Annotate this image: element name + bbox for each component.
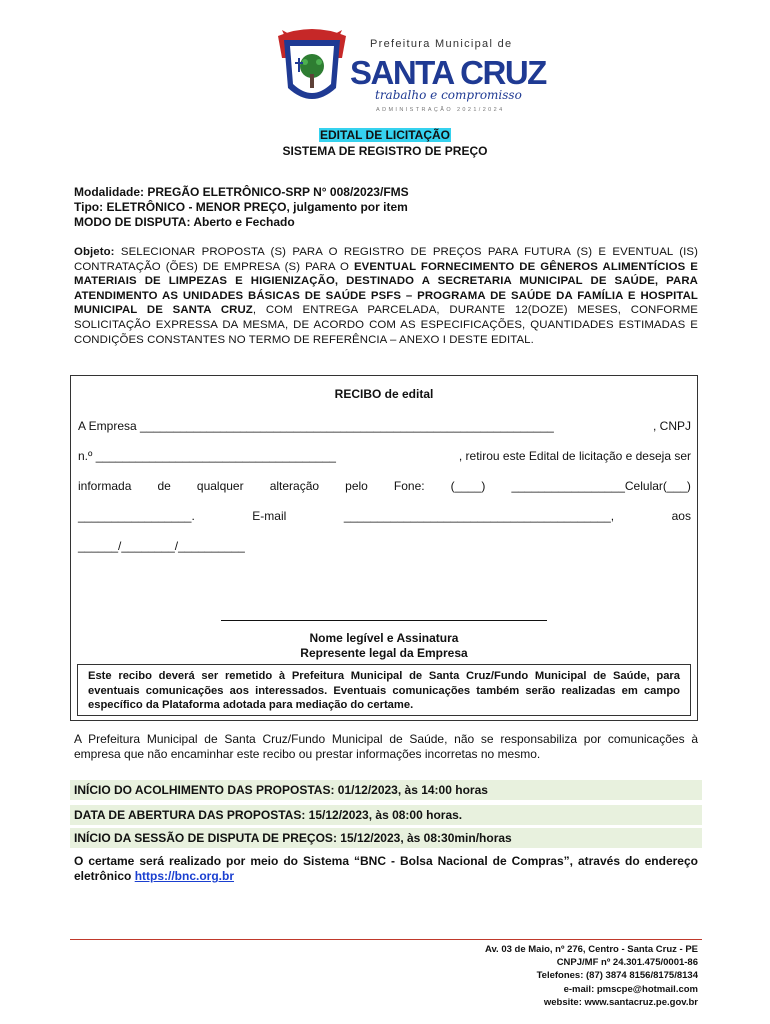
cnpj-label: , CNPJ (652, 419, 691, 433)
recibo-title: RECIBO de edital (334, 387, 434, 401)
objeto-text-1: SELECIONAR PROPOSTA (S) PARA O REGISTRO DE PREÇOS PARA FUTURA (S) E EVENTUAL (IS) CONTRATAÇÃO (ÕES) DE EMPRESA (S) PARA O (74, 246, 698, 273)
field-blank: _________________. (78, 509, 195, 523)
recibo-notice (77, 664, 691, 716)
date-value: : 01/12/2023, às 14:00 horas (330, 783, 488, 797)
aos-label: aos (671, 509, 691, 523)
date-row-acolhimento (70, 780, 702, 800)
footer-phones: Telefones: (87) 3874 8156/8175/8134 (536, 970, 698, 982)
footer-email: e-mail: pmscpe@hotmail.com (563, 983, 698, 995)
footer-address-block (485, 943, 698, 1009)
email-field: ________________________________________, (343, 509, 615, 523)
objeto-paragraph (74, 245, 698, 347)
date-label: INÍCIO DA SESSÃO DE DISPUTA DE PREÇOS (74, 831, 333, 845)
recibo-notice-text: Este recibo deverá ser remetido à Prefeitura Municipal de Santa Cruz/Fundo Municipal de Saúde, para eventuais comunicações aos interessados. Eventuais comunicações também serão realizadas em campo específico da Plataforma adotada para mediação do certame. (88, 670, 680, 712)
modo-disputa-line: MODO DE DISPUTA: Aberto e Fechado (74, 215, 295, 229)
date-row-abertura (70, 805, 702, 825)
objeto-bold-text: EVENTUAL FORNECIMENTO DE GÊNEROS ALIMENTÍCIOS E MATERIAIS DE LIMPEZAS E HIGIENIZAÇÃO, DESTINADO A SECRETARIA MUNICIPAL DE SAÚDE, PARA ATENDIMENTO AS UNIDADES BÁSICAS DE SAÚDE PSFS – PROGRAMA DE SAÚDE DA FAMÍLIA E HOSPITAL MUNICIPAL DE SANTA CRUZ (74, 260, 698, 317)
word: de (157, 479, 171, 493)
celular-field: _________________Celular(___) (511, 479, 691, 493)
disclaimer-paragraph: A Prefeitura Municipal de Santa Cruz/Fundo Municipal de Saúde, não se responsabiliza por comunicações à empresa que não encaminhar este recibo ou prestar informações incorretas no mesmo. (74, 732, 698, 761)
date-label: INÍCIO DO ACOLHIMENTO DAS PROPOSTAS (74, 783, 331, 797)
administration-label: ADMINISTRAÇÃO 2021/2024 (376, 107, 505, 113)
word: qualquer (196, 479, 244, 493)
date-field: ______/________/__________ (78, 539, 245, 553)
footer-cnpj: CNPJ/MF nº 24.301.475/0001-86 (556, 957, 698, 969)
platform-text: O certame será realizado por meio do Sistema “BNC - Bolsa Nacional de Compras”, através do endereço eletrônico (74, 854, 698, 883)
sistema-title: SISTEMA DE REGISTRO DE PREÇO (282, 144, 488, 158)
tipo-line: Tipo: ELETRÔNICO - MENOR PREÇO, julgamento por item (74, 200, 408, 214)
retirou-text: , retirou este Edital de licitação e deseja ser (458, 449, 691, 463)
edital-title (0, 128, 770, 142)
recibo-box (70, 375, 698, 721)
fone-label: Fone: (393, 479, 425, 493)
word: informada (78, 479, 132, 493)
signature-rep-label: Represente legal da Empresa (300, 646, 468, 660)
recibo-line-fone (78, 479, 691, 493)
platform-paragraph (74, 854, 698, 884)
recibo-line-empresa (78, 419, 691, 433)
objeto-label: Objeto: (74, 246, 115, 258)
prefeitura-label: Prefeitura Municipal de (370, 38, 513, 50)
coat-of-arms-icon (272, 18, 352, 118)
recibo-line-numero (78, 449, 691, 463)
empresa-field: A Empresa ______________________________________________________________ (78, 419, 554, 433)
fone-field: (____) (450, 479, 486, 493)
numero-field: n.º ____________________________________ (78, 449, 336, 463)
recibo-line-email (78, 509, 691, 523)
footer-rule (70, 939, 702, 940)
date-value: : 15/12/2023, às 08:30min/horas (332, 831, 512, 845)
municipal-logo (272, 18, 546, 118)
footer-website: website: www.santacruz.pe.gov.br (543, 996, 698, 1008)
modalidade-line: Modalidade: PREGÃO ELETRÔNICO-SRP N° 008/2023/FMS (74, 185, 409, 199)
signature-name-label: Nome legível e Assinatura (309, 631, 459, 645)
date-row-disputa (70, 828, 702, 848)
city-name: SANTA CRUZ (350, 54, 546, 91)
recibo-line-date (78, 539, 691, 553)
tagline: trabalho e compromisso (375, 88, 522, 102)
bnc-link[interactable]: https://bnc.org.br (134, 869, 235, 883)
signature-line (221, 620, 547, 621)
modalidade-block (74, 185, 409, 230)
date-label: DATA DE ABERTURA DAS PROPOSTAS (74, 808, 302, 822)
word: alteração (269, 479, 320, 493)
email-label: E-mail (252, 509, 287, 523)
word: pelo (345, 479, 368, 493)
objeto-text-2: , COM ENTREGA PARCELADA, DURANTE 12(DOZE) MESES, CONFORME SOLICITAÇÃO EXPRESSA DA MESMA, DE ACORDO COM AS ESPECIFICAÇÕES, QUANTIDADES ESTIMADAS E CONDIÇÕES CONSTANTES NO TERMO DE REFERÊNCIA – ANEXO I DESTE EDITAL. (74, 304, 698, 346)
footer-address: Av. 03 de Maio, nº 276, Centro - Santa Cruz - PE (484, 944, 698, 955)
edital-title-text: EDITAL DE LICITAÇÃO (320, 128, 450, 142)
date-value: : 15/12/2023, às 08:00 horas. (301, 808, 463, 822)
